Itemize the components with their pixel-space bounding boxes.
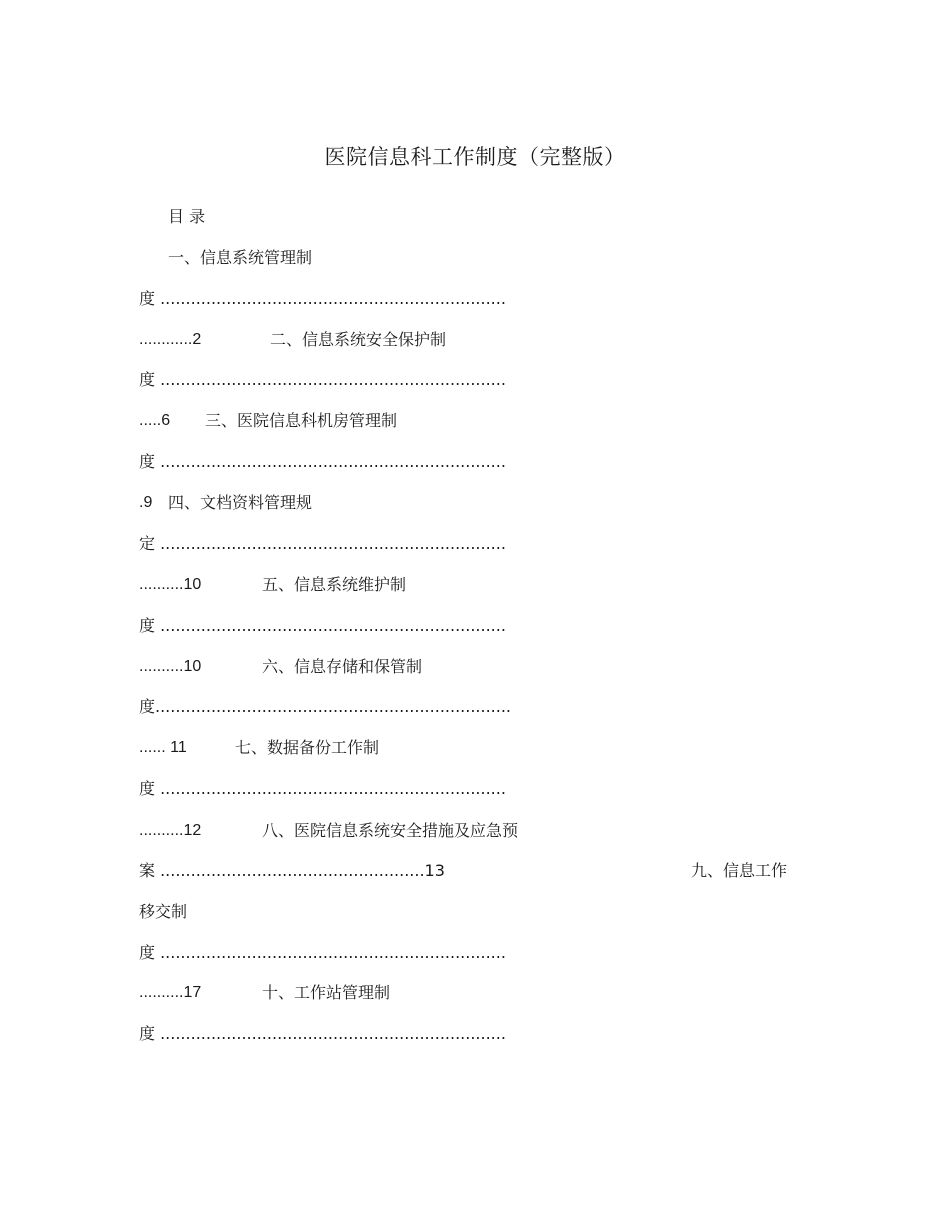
toc-item-8-leader: 案 ....................................................13 — [139, 861, 445, 880]
toc-item-1-page: ............2 — [139, 331, 202, 348]
toc-item-1-leader: 度 .................................................................... — [139, 289, 506, 308]
toc-item-9-title-cont: 移交制 — [139, 902, 188, 921]
toc-item-9-page: ..........17 — [139, 984, 202, 1001]
toc-item-3-page: .9 — [139, 494, 153, 511]
toc-item-4-page: ..........10 — [139, 576, 202, 593]
toc-item-7-page: ..........12 — [139, 822, 202, 839]
toc-heading: 目 录 — [168, 207, 206, 226]
toc-item-1-title: 一、信息系统管理制 — [168, 248, 313, 267]
toc-item-5-page: ..........10 — [139, 658, 202, 675]
toc-item-6-leader: 度...................................................................... — [139, 697, 512, 716]
toc-item-8-title: 八、医院信息系统安全措施及应急预 — [262, 821, 519, 840]
toc-item-3-title: 三、医院信息科机房管理制 — [205, 411, 398, 430]
toc-item-3-leader: 度 .................................................................... — [139, 452, 506, 471]
page-title: 医院信息科工作制度（完整版） — [324, 145, 626, 169]
toc-item-6-page: ...... 11 — [139, 739, 187, 756]
toc-item-5-leader: 度 .................................................................... — [139, 616, 506, 635]
toc-item-2-leader: 度 .................................................................... — [139, 370, 506, 389]
toc-item-7-title: 七、数据备份工作制 — [235, 738, 380, 757]
toc-item-10-title: 十、工作站管理制 — [262, 983, 391, 1002]
toc-item-5-title: 五、信息系统维护制 — [262, 575, 407, 594]
toc-item-7-leader: 度 .................................................................... — [139, 779, 506, 798]
toc-item-2-page: .....6 — [139, 412, 171, 429]
toc-item-9-leader: 度 .................................................................... — [139, 943, 506, 962]
toc-item-10-leader: 度 .................................................................... — [139, 1024, 506, 1043]
toc-item-4-title: 四、文档资料管理规 — [168, 493, 313, 512]
toc-item-9-title: 九、信息工作 — [691, 861, 788, 880]
toc-item-6-title: 六、信息存储和保管制 — [262, 657, 423, 676]
toc-item-4-leader: 定 .................................................................... — [139, 534, 506, 553]
toc-item-2-title: 二、信息系统安全保护制 — [270, 330, 447, 349]
